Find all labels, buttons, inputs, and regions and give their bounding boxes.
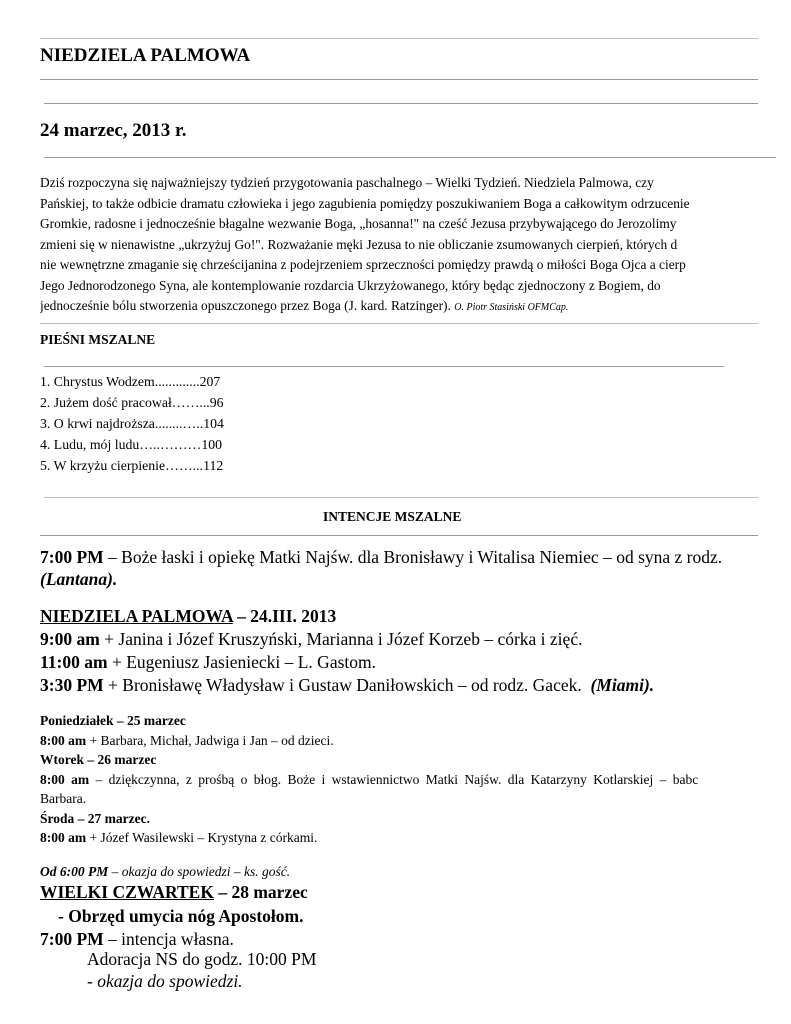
divider <box>44 103 758 104</box>
list-item: 3. O krwi najdroższa........…..104 <box>40 416 224 431</box>
songs-list <box>40 371 224 476</box>
page-title: NIEDZIELA PALMOWA <box>40 45 251 66</box>
day-label: Wtorek – 26 marzec <box>40 752 157 767</box>
day-label: Poniedziałek – 25 marzec <box>40 713 186 728</box>
intention-text: + Eugeniusz Jasieniecki – L. Gastom. <box>107 652 376 672</box>
mass-place: (Lantana). <box>40 569 118 589</box>
list-item: 5. W krzyżu cierpienie……...112 <box>40 458 224 473</box>
confession-note-2: - okazja do spowiedzi. <box>87 971 243 991</box>
reflection-line <box>40 296 791 319</box>
divider <box>40 535 758 536</box>
intention-text: + Józef Wasilewski – Krystyna z córkami. <box>86 830 318 845</box>
reflection-line: zmieni się w nienawistne „ukrzyżuj Go!". Rozważanie męki Jezusa to nie obliczanie zsumowanych cierpień, których d <box>40 236 678 252</box>
thursday-rite: - Obrzęd umycia nóg Apostołom. <box>58 906 304 926</box>
songs-heading: PIEŚNI MSZALNE <box>40 332 156 347</box>
adoration-note: Adoracja NS do godz. 10:00 PM <box>87 949 317 969</box>
divider <box>44 157 776 158</box>
sunday-mass-1 <box>40 628 582 650</box>
divider <box>40 79 758 80</box>
reflection-last-line: jednocześnie bólu stworzenia opuszczonego przez Boga (J. kard. Ratzinger). <box>40 298 451 313</box>
thursday-date: – 28 marzec <box>213 882 308 902</box>
weekday-intentions <box>40 711 791 848</box>
thursday-mass <box>40 928 234 950</box>
intention-text: – Boże łaski i opiekę Matki Najśw. dla Bronisławy i Witalisa Niemiec – od syna z rodz. <box>103 547 723 567</box>
list-item: 2. Jużem dość pracował……...96 <box>40 395 224 410</box>
reflection-line: Dziś rozpoczyna się najważniejszy tydzień przygotowania paschalnego – Wielki Tydzień. Niedziela Palmowa, czy <box>40 175 654 190</box>
saturday-intention <box>40 546 722 568</box>
mass-time: 3:30 PM <box>40 675 104 695</box>
mass-time: 7:00 PM <box>40 547 104 567</box>
list-item: 1. Chrystus Wodzem.............207 <box>40 374 221 389</box>
divider <box>40 323 758 324</box>
divider <box>40 38 758 39</box>
intention-text: Barbara. <box>40 791 87 806</box>
thursday-title: WIELKI CZWARTEK <box>40 882 214 902</box>
sunday-mass-3 <box>40 674 654 696</box>
confession-time: Od 6:00 PM <box>40 864 109 879</box>
day-label: Środa – 27 marzec. <box>40 810 150 826</box>
intention-text: – intencja własna. <box>103 929 234 949</box>
mass-time: 9:00 am <box>40 629 100 649</box>
confession-note <box>40 862 290 882</box>
reflection-text <box>40 173 791 319</box>
intention-text: + Barbara, Michał, Jadwiga i Jan – od dzieci. <box>86 732 334 748</box>
list-item: 4. Ludu, mój ludu…..………100 <box>40 437 223 452</box>
reflection-line: Jego Jednorodzonego Syna, ale kontemplowanie rozdarcia Ukrzyżowanego, który będąc zjednoczony z Bogiem, do <box>40 277 661 293</box>
date-heading: 24 marzec, 2013 r. <box>40 120 187 141</box>
intentions-heading: INTENCJE MSZALNE <box>323 509 462 524</box>
divider <box>44 497 758 498</box>
sunday-title: NIEDZIELA PALMOWA <box>40 606 233 626</box>
intention-text: + Janina i Józef Kruszyński, Marianna i Józef Korzeb – córka i zięć. <box>99 629 583 649</box>
intention-text: + Bronisławę Władysław i Gustaw Daniłowskich – od rodz. Gacek. <box>103 675 582 695</box>
mass-time: 8:00 am <box>40 771 90 787</box>
mass-time: 11:00 am <box>40 652 108 672</box>
mass-time: 8:00 am <box>40 732 87 748</box>
sunday-date: – 24.III. 2013 <box>232 606 337 626</box>
mass-time: 7:00 PM <box>40 929 104 949</box>
mass-place: (Miami). <box>590 675 655 695</box>
reflection-author: O. Piotr Stasiński OFMCap. <box>454 302 569 313</box>
reflection-line: nie wewnętrzne zmaganie się chrześcijanina z podejrzeniem sprzeczności pomiędzy prawdą o miłości Boga Ojca a cierp <box>40 257 686 272</box>
confession-text: – okazja do spowiedzi – ks. gość. <box>108 864 291 879</box>
thursday-heading <box>40 881 308 903</box>
mass-time: 8:00 am <box>40 830 87 845</box>
sunday-heading <box>40 605 336 627</box>
reflection-line: Gromkie, radosne i jednocześnie błagalne wezwanie Boga, „hosanna!" na cześć Jezusa przybywającego do Jerozolimy <box>40 216 677 231</box>
reflection-line: Pańskiej, to także odbicie dramatu człowieka i jego zagubienia pomiędzy poszukiwaniem Boga a całkowitym odrzucenie <box>40 195 690 211</box>
divider <box>44 366 724 367</box>
sunday-mass-2 <box>40 651 376 673</box>
intention-text: – dziękczynna, z prośbą o błog. Boże i wstawiennictwo Matki Najśw. dla Katarzyny Kotlarskiej – babc <box>89 771 699 787</box>
